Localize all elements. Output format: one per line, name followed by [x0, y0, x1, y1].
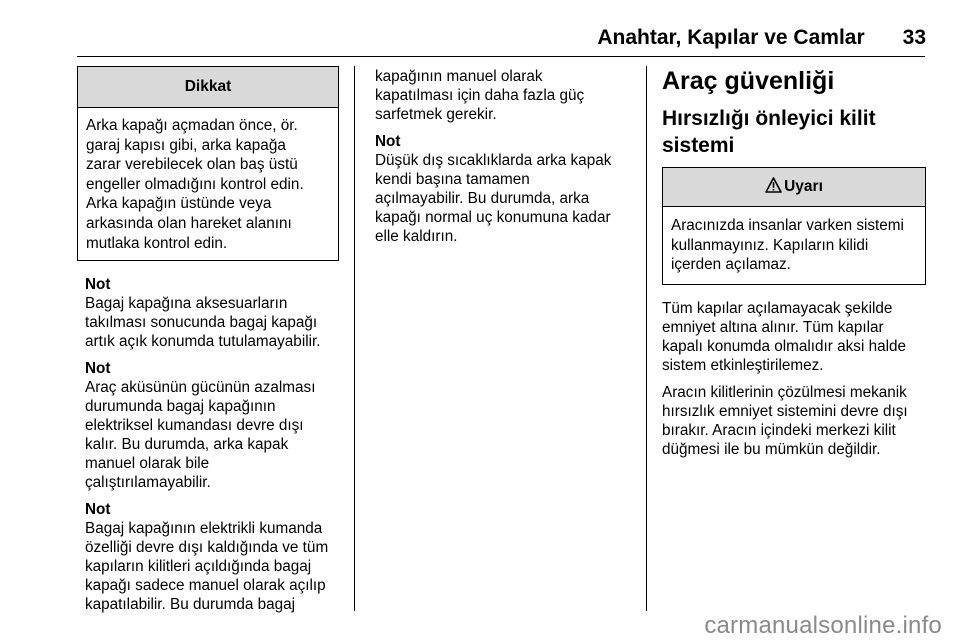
subsection-title — [662, 105, 926, 159]
caution-box-body — [78, 108, 338, 260]
paragraph-line: sarfetmek gerekir. — [375, 106, 497, 123]
warning-line: içerden açılamaz. — [671, 256, 791, 274]
note-line: Bagaj kapağının elektrikli kumanda — [85, 520, 323, 538]
note-2 — [85, 359, 339, 492]
warning-box-title: Uyarı — [784, 178, 823, 195]
column-divider-1 — [354, 66, 355, 611]
warning-line: kullanmayınız. Kapıların kilidi — [671, 236, 869, 254]
caution-box — [77, 66, 339, 261]
note-3 — [85, 500, 339, 614]
chapter-title: Anahtar, Kapılar ve Camlar — [597, 26, 865, 49]
paragraph-line: emniyet altına alınır. Tüm kapılar — [662, 318, 884, 336]
note-line: artık açık konumda tutulamayabilir. — [85, 333, 321, 351]
subsection-title-line: sistemi — [662, 134, 735, 157]
note-line: Bagaj kapağına aksesuarların — [85, 295, 288, 313]
note-line: kapıların kilitleri açıldığında bagaj — [85, 558, 312, 576]
warning-box — [662, 167, 926, 285]
page-header — [597, 26, 926, 50]
paragraph-line: düğmesi ile bu mümkün değildir. — [662, 440, 881, 458]
note-line: Araç aküsünün gücünün azalması — [85, 379, 316, 397]
caution-line: engeller olmadığını kontrol edin. — [86, 175, 304, 193]
note-line: elektriksel kumandası devre dışı — [85, 417, 304, 435]
page-number: 33 — [902, 26, 926, 49]
warning-triangle-icon — [765, 170, 782, 208]
note-line: kendi başına tamamen — [375, 171, 530, 188]
column-1 — [77, 66, 339, 622]
paragraph-line: bırakır. Aracın içindeki merkezi kilit — [662, 421, 896, 439]
caution-line: zarar verebilecek olan baş üstü — [86, 156, 298, 174]
note-line: Düşük dış sıcaklıklarda arka kapak — [375, 152, 612, 169]
note-line: kapağı normal uç konumuna kadar — [375, 209, 611, 226]
paragraph-line: sistem etkinleştirilemez. — [662, 356, 824, 374]
note-title: Not — [85, 276, 111, 294]
section-title: Araç güvenliği — [662, 67, 835, 95]
paragraph-line: hırsızlık emniyet sistemini devre dışı — [662, 402, 908, 420]
continuation-paragraph — [375, 67, 637, 124]
warning-box-body — [663, 207, 925, 284]
paragraph-line: kapatılması için daha fazla güç — [375, 87, 585, 104]
caution-line: mutlaka kontrol edin. — [86, 234, 228, 252]
note-4 — [375, 132, 637, 246]
note-line: durumunda bagaj kapağının — [85, 398, 276, 416]
note-line: kalır. Bu durumda, arka kapak — [85, 436, 289, 454]
note-title: Not — [85, 360, 111, 378]
paragraph-line: Tüm kapılar açılamayacak şekilde — [662, 299, 893, 317]
note-line: elle kaldırın. — [375, 228, 458, 245]
header-rule — [77, 56, 925, 57]
paragraph-line: Aracın kilitlerinin çözülmesi mekanik — [662, 383, 907, 401]
subsection-title-line: Hırsızlığı önleyici kilit — [662, 107, 876, 130]
paragraph — [662, 383, 926, 459]
caution-line: Arka kapağı açmadan önce, ör. — [86, 117, 298, 134]
warning-box-header — [663, 168, 925, 207]
caution-line: arkasında olan hareket alanını — [86, 214, 292, 232]
note-line: manuel olarak bile — [85, 455, 210, 473]
paragraph — [662, 299, 926, 375]
note-line: çalıştırılamayabilir. — [85, 474, 211, 492]
column-divider-2 — [646, 66, 647, 611]
note-line: açılmayabilir. Bu durumda, arka — [375, 190, 590, 207]
body-text — [662, 299, 926, 459]
caution-line: Arka kapağın üstünde veya — [86, 195, 272, 213]
caution-line: garaj kapısı gibi, arka kapağa — [86, 136, 286, 154]
paragraph-line: kapalı konumda olmalıdır aksi halde — [662, 337, 907, 355]
warning-line: Aracınızda insanlar varken sistemi — [671, 217, 904, 234]
column-3 — [662, 66, 926, 467]
notes-group — [77, 275, 339, 614]
note-title: Not — [375, 133, 401, 150]
note-line: takılması sonucunda bagaj kapağı — [85, 314, 318, 332]
note-line: özelliği devre dışı kaldığında ve tüm — [85, 539, 329, 557]
note-line: kapatılabilir. Bu durumda bagaj — [85, 596, 296, 614]
column-2 — [375, 67, 637, 254]
caution-box-title: Dikkat — [78, 67, 338, 108]
note-title: Not — [85, 501, 111, 519]
watermark: carmanualsonline.info — [704, 612, 942, 639]
note-line: kapağı sadece manuel olarak açılıp — [85, 577, 326, 595]
paragraph-line: kapağının manuel olarak — [375, 68, 543, 85]
note-1 — [85, 275, 339, 351]
